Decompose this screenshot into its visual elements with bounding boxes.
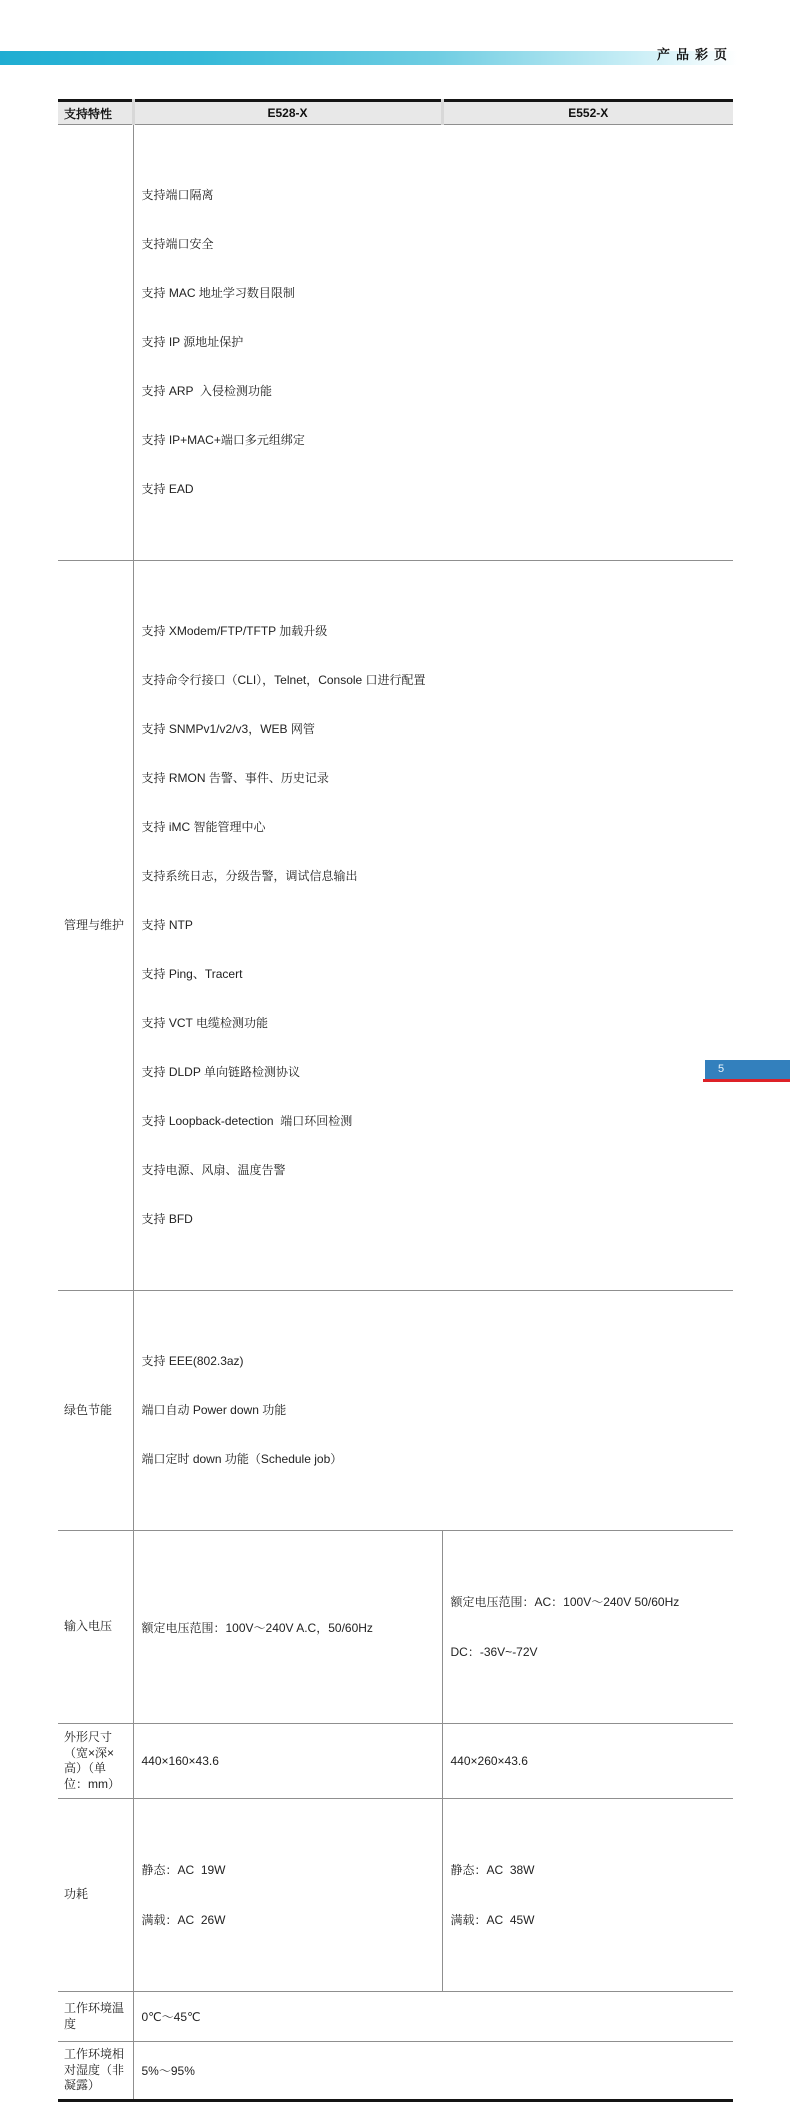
list-item: 支持 BFD	[141, 1212, 193, 1226]
list-item: 端口定时 down 功能（Schedule job）	[141, 1452, 343, 1466]
table-header-row	[58, 101, 733, 125]
humidity-value-cell: 5%～95%	[133, 2042, 733, 2101]
list-item: 支持 Ping、Tracert	[141, 967, 243, 981]
row-label-power: 功耗	[58, 1799, 133, 1992]
value-line: DC：-36V~-72V	[450, 1645, 538, 1659]
power-e552-cell	[442, 1799, 733, 1992]
table-row	[58, 1992, 733, 2042]
row-label-dimensions: 外形尺寸（宽×深×高）（单位：mm）	[58, 1724, 133, 1799]
row-label-voltage: 输入电压	[58, 1531, 133, 1724]
value-line: 满载：AC 26W	[141, 1913, 226, 1927]
dimensions-e528-cell: 440×160×43.6	[133, 1724, 442, 1799]
voltage-e528-cell: 额定电压范围：100V～240V A.C，50/60Hz	[133, 1531, 442, 1724]
table-row	[58, 125, 733, 561]
value-line: 额定电压范围：AC：100V～240V 50/60Hz	[450, 1595, 680, 1609]
list-item: 支持 MAC 地址学习数目限制	[141, 286, 295, 300]
list-item: 支持命令行接口（CLI），Telnet，Console 口进行配置	[141, 673, 426, 687]
table-row	[58, 1531, 733, 1724]
list-item: 支持系统日志，分级告警，调试信息输出	[141, 869, 358, 883]
value-line: 静态：AC 38W	[450, 1863, 535, 1877]
value-line: 满载：AC 45W	[450, 1913, 535, 1927]
list-item: 端口自动 Power down 功能	[141, 1403, 287, 1417]
page-number-underline	[703, 1079, 790, 1082]
page-number: 5	[718, 1063, 725, 1075]
voltage-e552-cell	[442, 1531, 733, 1724]
list-item: 支持 EAD	[141, 482, 194, 496]
row-label-management: 管理与维护	[58, 561, 133, 1291]
list-item: 支持端口隔离	[141, 188, 214, 202]
header-e552: E552-X	[442, 101, 733, 125]
temperature-value-cell: 0℃～45℃	[133, 1992, 733, 2042]
row-label-temperature: 工作环境温度	[58, 1992, 133, 2042]
list-item: 支持 DLDP 单向链路检测协议	[141, 1065, 300, 1079]
list-item: 支持端口安全	[141, 237, 214, 251]
power-e528-cell	[133, 1799, 442, 1992]
security-features-cell	[133, 125, 733, 561]
page-header-title: 产品彩页	[656, 47, 733, 62]
table-row	[58, 1724, 733, 1799]
dimensions-e552-cell: 440×260×43.6	[442, 1724, 733, 1799]
list-item: 支持 XModem/FTP/TFTP 加载升级	[141, 624, 328, 638]
list-item: 支持 RMON 告警、事件、历史记录	[141, 771, 329, 785]
list-item: 支持 IP 源地址保护	[141, 335, 244, 349]
list-item: 支持 IP+MAC+端口多元组绑定	[141, 433, 305, 447]
list-item: 支持 NTP	[141, 918, 193, 932]
row-label-security	[58, 125, 133, 561]
list-item: 支持 EEE(802.3az)	[141, 1354, 244, 1368]
table-row	[58, 561, 733, 1291]
table-row	[58, 2042, 733, 2101]
list-item: 支持 SNMPv1/v2/v3，WEB 网管	[141, 722, 315, 736]
list-item: 支持电源、风扇、温度告警	[141, 1163, 286, 1177]
list-item: 支持 Loopback-detection 端口环回检测	[141, 1114, 353, 1128]
green-features-cell	[133, 1291, 733, 1531]
value-line: 静态：AC 19W	[141, 1863, 226, 1877]
header-feature: 支持特性	[58, 101, 133, 125]
list-item: 支持 ARP 入侵检测功能	[141, 384, 272, 398]
management-features-cell	[133, 561, 733, 1291]
row-label-humidity: 工作环境相对湿度（非凝露）	[58, 2042, 133, 2101]
page-number-badge	[705, 1060, 790, 1079]
row-label-green: 绿色节能	[58, 1291, 133, 1531]
list-item: 支持 VCT 电缆检测功能	[141, 1016, 268, 1030]
spec-table	[58, 99, 733, 2102]
list-item: 支持 iMC 智能管理中心	[141, 820, 266, 834]
header-e528: E528-X	[133, 101, 442, 125]
table-row	[58, 1291, 733, 1531]
table-row	[58, 1799, 733, 1992]
